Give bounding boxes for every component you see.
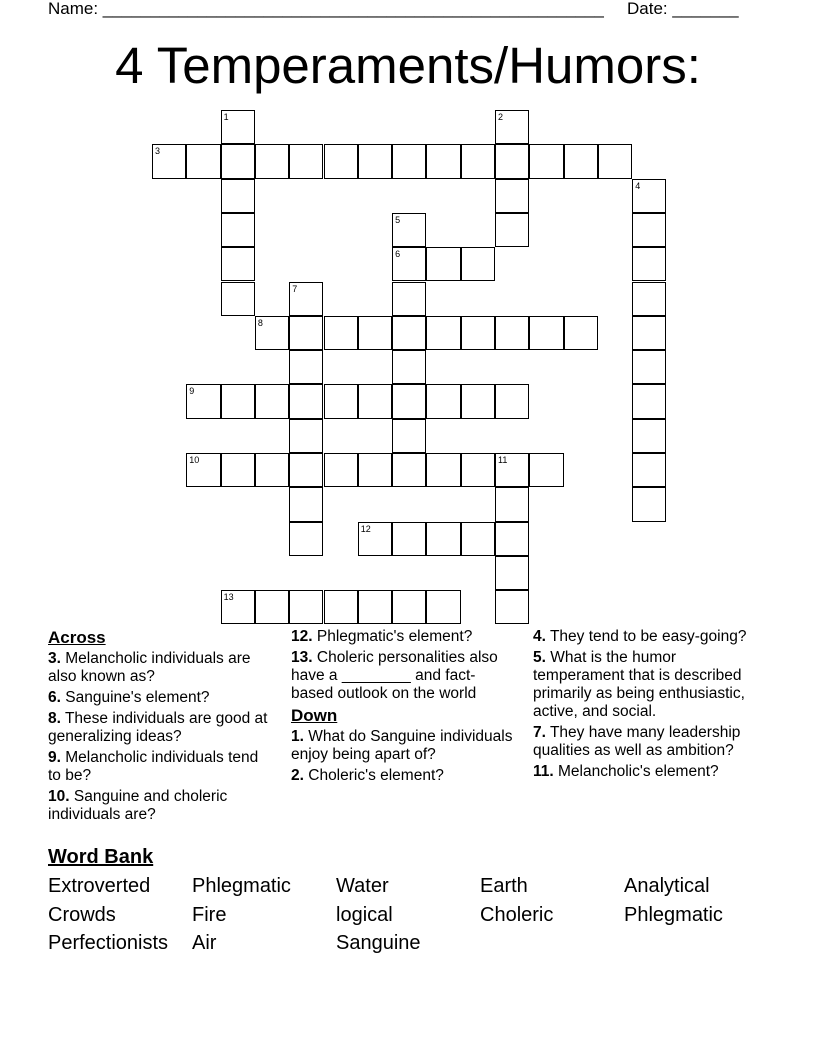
crossword-cell[interactable] [324,384,358,418]
crossword-cell[interactable] [461,247,495,281]
crossword-cell[interactable] [495,453,529,487]
word-bank-word: Analytical [624,875,710,897]
word-bank-word: Perfectionists [48,932,169,954]
word-bank-word: Sanguine [336,932,421,954]
crossword-cell[interactable] [358,590,392,624]
crossword-cell[interactable] [324,590,358,624]
word-bank-word: Phlegmatic [192,875,291,897]
crossword-cell[interactable] [392,522,426,556]
crossword-cell[interactable] [495,179,529,213]
crossword-cell[interactable] [289,487,323,521]
across-clue [48,788,273,824]
word-bank-word: Phlegmatic [624,904,723,926]
crossword-cell[interactable] [358,384,392,418]
down-clue [291,728,516,764]
crossword-cell[interactable] [461,144,495,178]
crossword-cell[interactable] [632,282,666,316]
clue-number: 11. [533,763,554,780]
clue-number: 5. [533,649,546,666]
date-field-label: Date: _______ [627,0,739,18]
clue-number-label: 4 [635,180,641,191]
crossword-cell[interactable] [495,144,529,178]
clue-number: 10. [48,788,70,805]
clue-text: What do Sanguine individuals enjoy being apart of? [291,728,513,763]
word-bank-title: Word Bank [48,846,154,868]
crossword-cell[interactable] [495,522,529,556]
crossword-cell[interactable] [426,144,460,178]
across-clue [291,628,516,646]
name-field-label: Name: _____________________________________________________ [48,0,604,18]
crossword-cell[interactable] [221,213,255,247]
crossword-cell[interactable] [289,316,323,350]
crossword-cell[interactable] [358,453,392,487]
clue-number-label: 10 [189,455,200,465]
crossword-cell[interactable] [632,384,666,418]
down-clue [533,763,763,781]
clue-number-label: 8 [257,317,263,328]
crossword-cell[interactable] [632,247,666,281]
crossword-cell[interactable] [221,247,255,281]
crossword-cell[interactable] [289,350,323,384]
crossword-cell[interactable] [495,556,529,590]
crossword-cell[interactable] [495,316,529,350]
crossword-cell[interactable] [632,179,666,213]
down-clue [533,724,763,760]
crossword-cell[interactable] [152,144,186,178]
across-clue [48,710,273,746]
across-clue [48,650,273,686]
down-clue [533,628,763,646]
crossword-cell[interactable] [495,590,529,624]
across-clue [48,749,273,785]
page-title: 4 Temperaments/Humors: [115,37,701,94]
crossword-cell[interactable] [221,179,255,213]
clue-text: Choleric personalities also have a ________ and fact-based outlook on the world [291,649,498,702]
across-clue [291,649,516,703]
word-bank-word: Extroverted [48,875,151,897]
clues-column-1 [48,628,273,827]
clue-text: Sanguine's element? [65,689,210,706]
across-heading: Across [48,628,106,647]
clue-number: 1. [291,728,304,745]
crossword-cell[interactable] [461,384,495,418]
crossword-cell[interactable] [392,453,426,487]
word-bank-word: Earth [480,875,528,897]
clue-number-label: 2 [498,112,504,122]
clues-column-2 [291,628,516,788]
clue-number-label: 3 [155,146,161,157]
clue-number-label: 1 [223,112,229,122]
crossword-cell[interactable] [255,316,289,350]
crossword-cell[interactable] [632,419,666,453]
crossword-cell[interactable] [529,316,563,350]
crossword-cell[interactable] [392,419,426,453]
crossword-cell[interactable] [358,522,392,556]
crossword-cell[interactable] [255,144,289,178]
crossword-cell[interactable] [461,522,495,556]
crossword-cell[interactable] [289,419,323,453]
clue-text: They have many leadership qualities as well as ambition? [533,724,741,759]
word-bank-word: Choleric [480,904,554,926]
crossword-cell[interactable] [632,350,666,384]
crossword-cell[interactable] [392,384,426,418]
crossword-cell[interactable] [255,384,289,418]
clue-number: 3. [48,650,61,667]
clue-number-label: 11 [498,455,508,465]
crossword-cell[interactable] [461,453,495,487]
word-bank-word: Air [192,932,217,954]
clue-text: Melancholic's element? [558,763,719,780]
clue-number: 8. [48,710,61,727]
crossword-cell[interactable] [186,384,220,418]
crossword-cell[interactable] [324,453,358,487]
crossword-cell[interactable] [289,522,323,556]
crossword-cell[interactable] [632,453,666,487]
crossword-cell[interactable] [221,110,255,144]
crossword-cell[interactable] [392,282,426,316]
crossword-cell[interactable] [255,453,289,487]
crossword-cell[interactable] [221,590,255,624]
crossword-cell[interactable] [289,282,323,316]
clue-number-label: 5 [395,214,401,225]
crossword-cell[interactable] [564,144,598,178]
word-bank-word: Water [336,875,389,897]
clue-text: These individuals are good at generalizing ideas? [48,710,268,745]
crossword-cell[interactable] [392,144,426,178]
crossword-cell[interactable] [632,487,666,521]
crossword-cell[interactable] [529,144,563,178]
clues-column-3 [533,628,763,784]
crossword-cell[interactable] [186,453,220,487]
clue-number: 9. [48,749,61,766]
word-bank-word: Crowds [48,904,116,926]
clue-number: 12. [291,628,313,645]
clue-text: Melancholic individuals are also known as? [48,650,251,685]
clue-number-label: 7 [292,283,298,294]
word-bank-word: logical [336,904,393,926]
crossword-cell[interactable] [392,213,426,247]
crossword-cell[interactable] [221,144,255,178]
crossword-cell[interactable] [632,213,666,247]
clue-text: Phlegmatic's element? [316,628,473,645]
clue-number: 6. [48,689,61,706]
crossword-cell[interactable] [324,316,358,350]
crossword-cell[interactable] [529,453,563,487]
crossword-cell[interactable] [426,522,460,556]
crossword-cell[interactable] [598,144,632,178]
clue-number-label: 12 [360,523,371,534]
crossword-cell[interactable] [392,247,426,281]
crossword-cell[interactable] [289,384,323,418]
clue-number-label: 9 [189,386,195,397]
clue-number-label: 13 [223,592,234,603]
crossword-cell[interactable] [221,453,255,487]
crossword-cell[interactable] [186,144,220,178]
crossword-cell[interactable] [495,213,529,247]
crossword-cell[interactable] [426,590,460,624]
word-bank-word: Fire [192,904,227,926]
crossword-cell[interactable] [221,282,255,316]
crossword-cell[interactable] [392,350,426,384]
crossword-cell[interactable] [495,487,529,521]
crossword-cell[interactable] [426,384,460,418]
clue-number: 13. [291,649,313,666]
crossword-cell[interactable] [289,144,323,178]
clue-text: Melancholic individuals tend to be? [48,749,259,784]
clue-number: 7. [533,724,546,741]
crossword-cell[interactable] [392,590,426,624]
clue-text: Sanguine and choleric individuals are? [48,788,228,823]
down-clue [533,649,763,721]
crossword-cell[interactable] [324,144,358,178]
clue-number: 2. [291,767,304,784]
crossword-cell[interactable] [495,384,529,418]
crossword-cell[interactable] [358,144,392,178]
down-heading: Down [291,706,338,725]
across-clue [48,689,273,707]
crossword-cell[interactable] [358,316,392,350]
clue-text: What is the humor temperament that is described primarily as being enthusiastic, active, and social. [533,649,745,720]
crossword-cell[interactable] [632,316,666,350]
crossword-cell[interactable] [495,110,529,144]
clue-text: They tend to be easy-going? [549,628,747,645]
clue-text: Choleric's element? [308,767,444,784]
down-clue [291,767,516,785]
crossword-cell[interactable] [289,453,323,487]
crossword-cell[interactable] [289,590,323,624]
crossword-cell[interactable] [426,247,460,281]
crossword-cell[interactable] [221,384,255,418]
crossword-cell[interactable] [461,316,495,350]
crossword-cell[interactable] [255,590,289,624]
clue-number: 4. [533,628,546,645]
clue-number-label: 6 [395,249,401,260]
crossword-cell[interactable] [426,453,460,487]
crossword-cell[interactable] [426,316,460,350]
crossword-cell[interactable] [392,316,426,350]
crossword-cell[interactable] [564,316,598,350]
